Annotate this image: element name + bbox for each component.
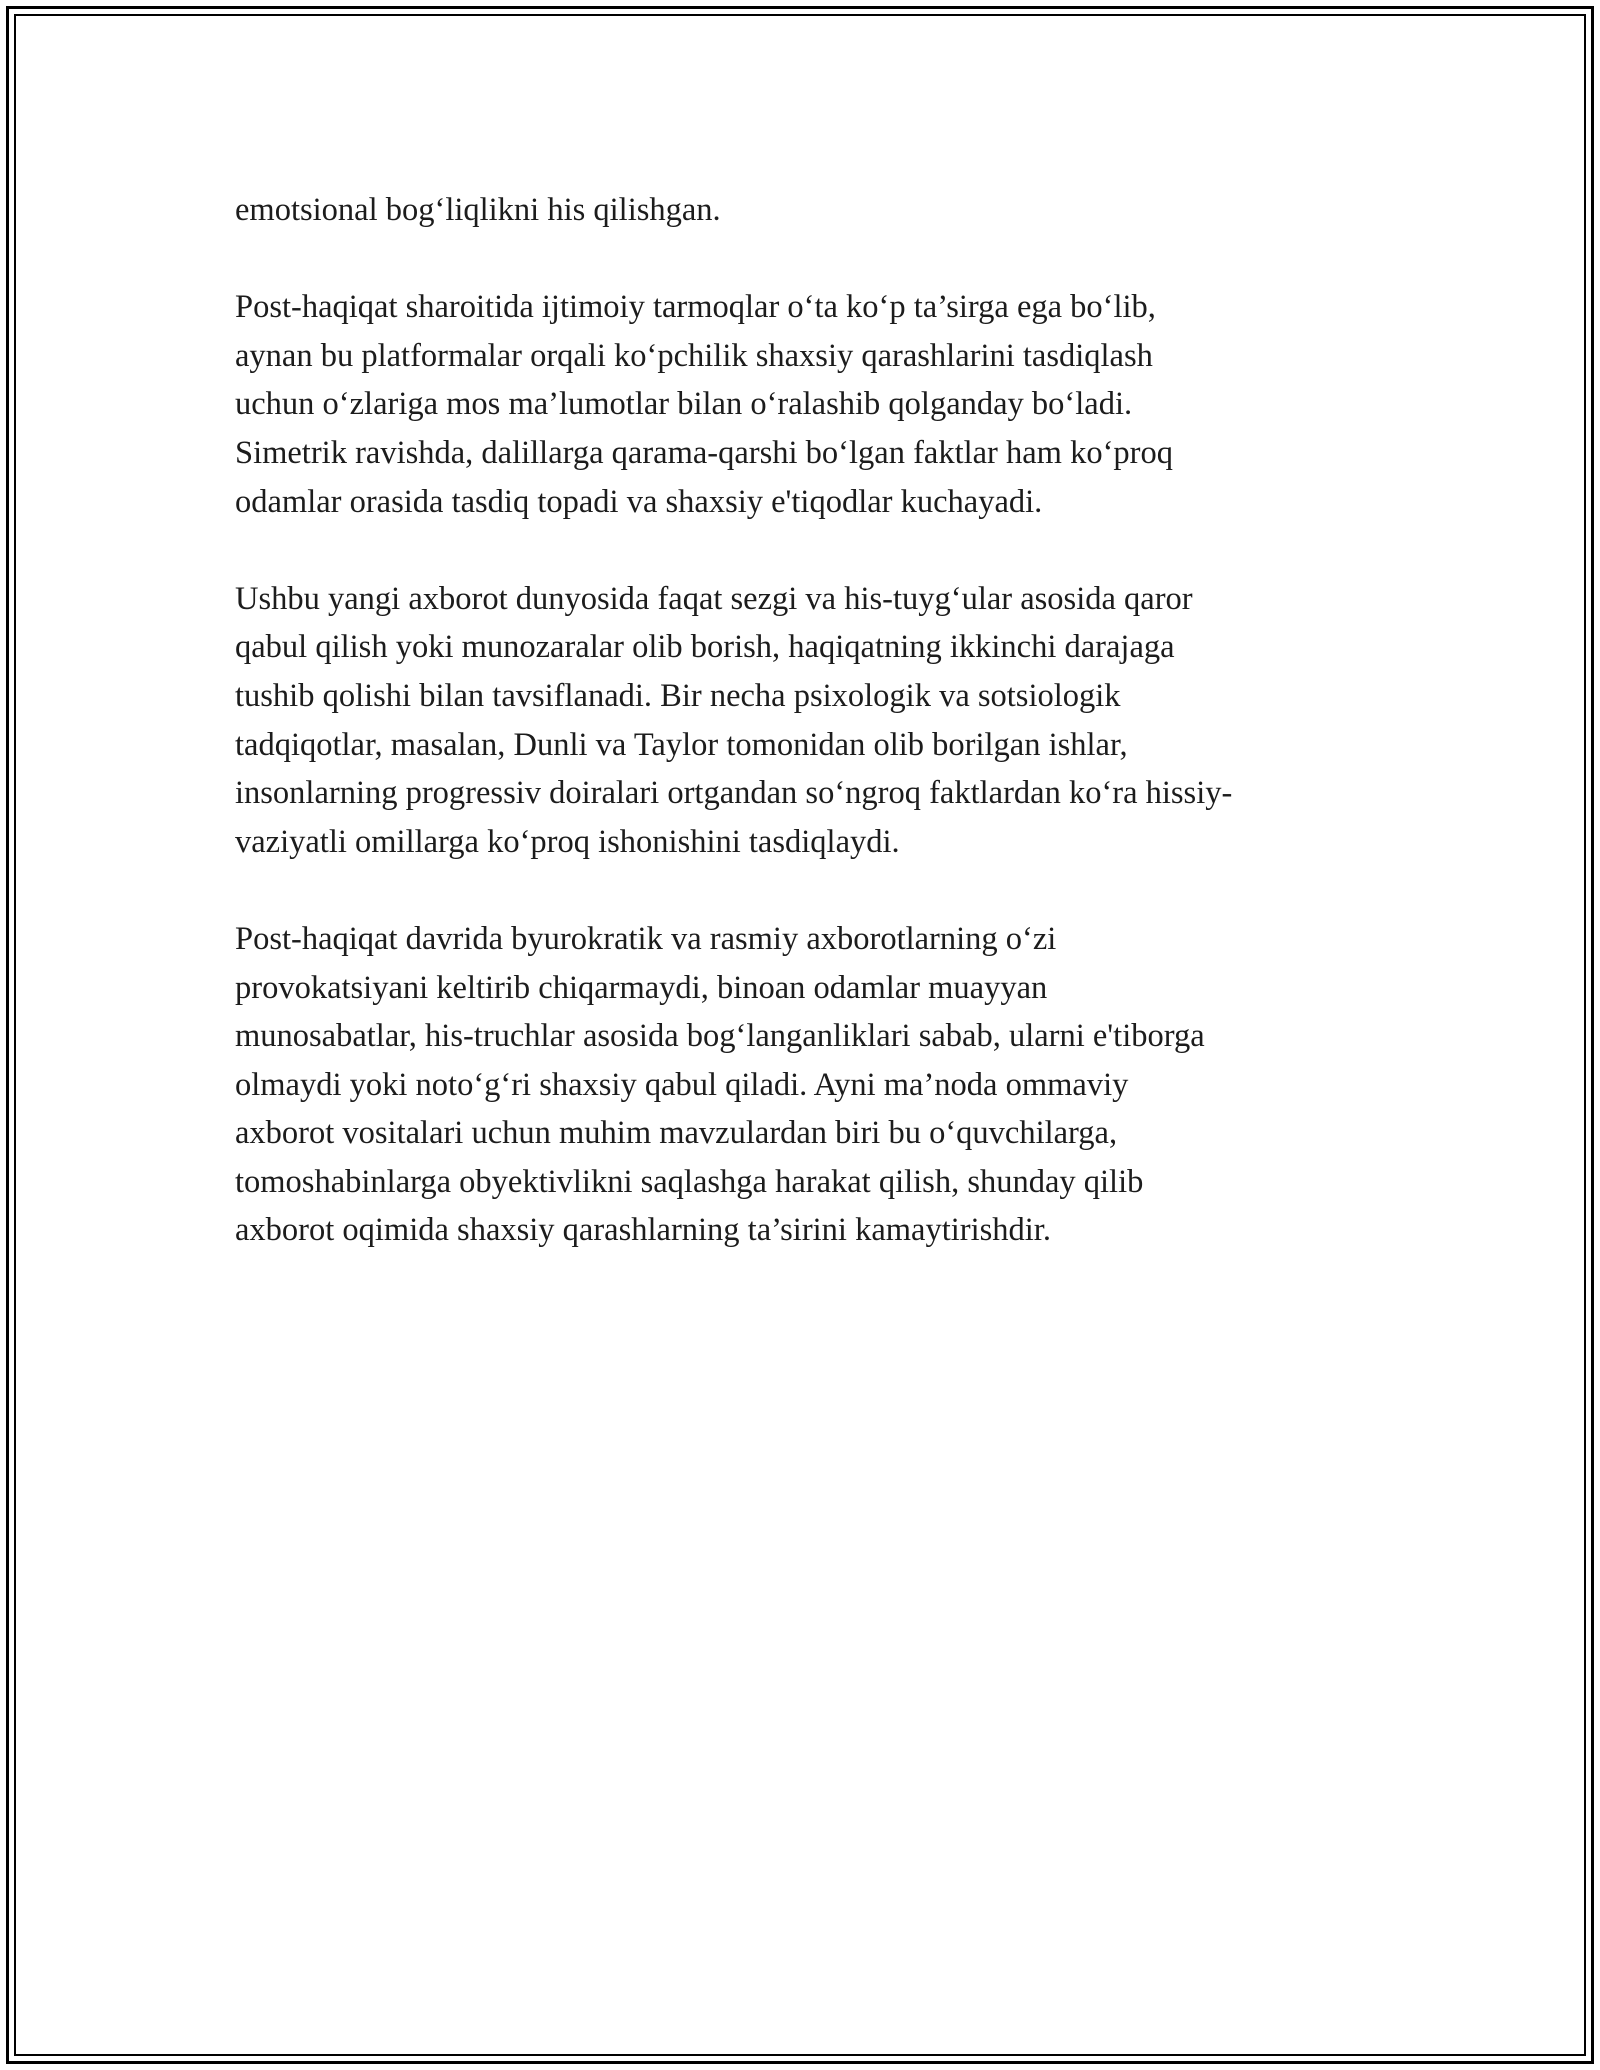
text-line: tomoshabinlarga obyektivlikni saqlashga harakat qilish, shunday qilib	[235, 1163, 1144, 1200]
text-line: aynan bu platformalar orqali ko‘pchilik shaxsiy qarashlarini tasdiqlash	[235, 337, 1153, 374]
text-line: qabul qilish yoki munozaralar olib borish, haqiqatning ikkinchi darajaga	[235, 629, 1175, 666]
text-line: tadqiqotlar, masalan, Dunli va Taylor tomonidan olib borilgan ishlar,	[235, 726, 1128, 763]
text-line: axborot vositalari uchun muhim mavzulardan biri bu o‘quvchilarga,	[235, 1115, 1118, 1152]
text-line: tushib qolishi bilan tavsiflanadi. Bir necha psixologik va sotsiologik	[235, 677, 1121, 714]
text-line: uchun o‘zlariga mos ma’lumotlar bilan o‘ralashib qolganday bo‘ladi.	[235, 386, 1133, 423]
text-line: Simetrik ravishda, dalillarga qarama-qarshi bo‘lgan faktlar ham ko‘proq	[235, 434, 1173, 471]
text-line: Ushbu yangi axborot dunyosida faqat sezgi va his-tuyg‘ular asosida qaror	[235, 580, 1193, 617]
text-line: vaziyatli omillarga ko‘proq ishonishini tasdiqlaydi.	[235, 823, 900, 860]
text-line: munosabatlar, his-truchlar asosida bog‘langanliklari sabab, ularni e'tiborga	[235, 1018, 1205, 1055]
text-line: Post-haqiqat davrida byurokratik va rasmiy axborotlarning o‘zi	[235, 920, 1057, 957]
text-line: emotsional bog‘liqlikni his qilishgan.	[235, 192, 721, 228]
text-line: olmaydi yoki noto‘g‘ri shaxsiy qabul qiladi. Ayni ma’noda ommaviy	[235, 1066, 1129, 1103]
paragraph-2	[235, 283, 1385, 526]
text-line: Post-haqiqat sharoitida ijtimoiy tarmoqlar o‘ta ko‘p ta’sirga ega bo‘lib,	[235, 289, 1156, 326]
text-line: insonlarning progressiv doiralari ortgandan so‘ngroq faktlardan ko‘ra hissiy-	[235, 775, 1233, 812]
paragraph-3	[235, 575, 1385, 867]
text-line: provokatsiyani keltirib chiqarmaydi, binoan odamlar muayyan	[235, 969, 1048, 1006]
text-line: odamlar orasida tasdiq topadi va shaxsiy e'tiqodlar kuchayadi.	[235, 483, 1043, 520]
document-body	[235, 186, 1385, 1304]
paragraph-1	[235, 186, 1385, 235]
text-line: axborot oqimida shaxsiy qarashlarning ta’sirini kamaytirishdir.	[235, 1212, 1051, 1249]
paragraph-4	[235, 915, 1385, 1255]
